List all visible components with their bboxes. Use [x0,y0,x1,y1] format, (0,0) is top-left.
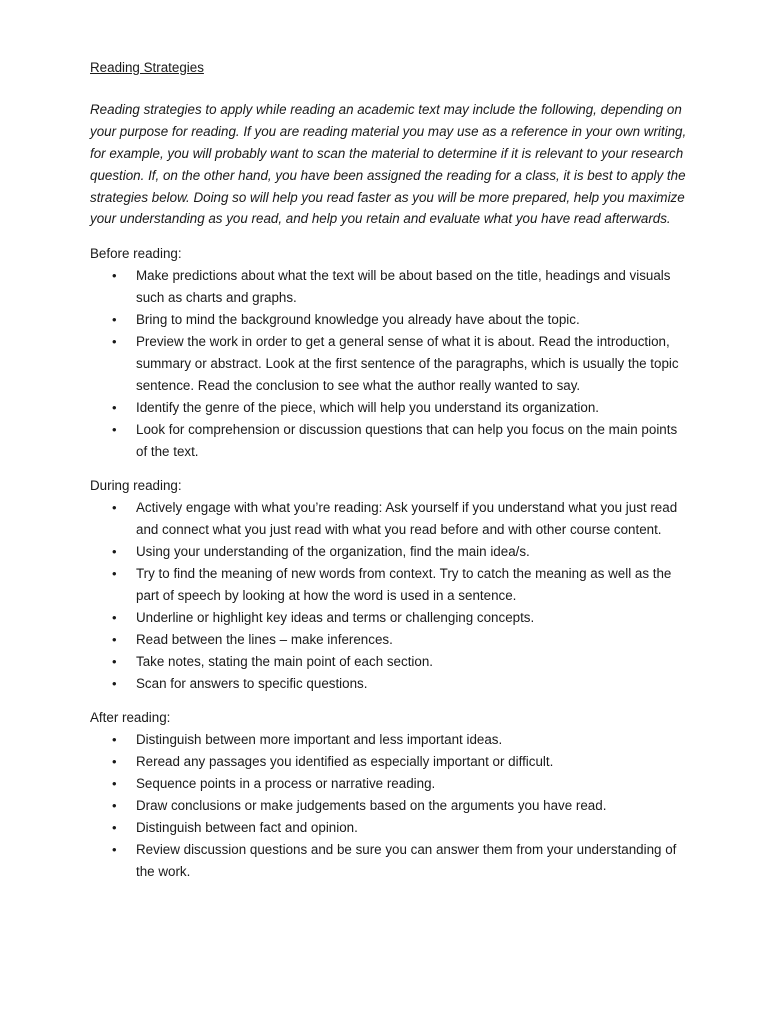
bullet-icon: • [112,421,117,437]
list-item-text: Make predictions about what the text will be about based on the title, headings and visuals such as charts and graphs. [136,268,671,306]
list-item [90,419,690,463]
section [90,243,690,462]
list-item [90,651,690,673]
bullet-icon: • [112,312,117,328]
list-item [90,607,690,629]
bullet-icon: • [112,675,117,691]
list-item [90,773,690,795]
bullet-icon: • [112,268,117,284]
bullet-icon: • [112,653,117,669]
list-item-text: Scan for answers to specific questions. [136,675,368,691]
document-page [90,57,690,883]
list-item-text: Preview the work in order to get a general sense of what it is about. Read the introduction, summary or abstract. Look at the first sentence of the paragraphs, which is usually the topic sentence. Read the conclusion to see what the author really wanted to say. [136,333,679,393]
bullet-icon: • [112,776,117,792]
bullet-icon: • [112,631,117,647]
bullet-list [90,265,690,462]
list-item [90,629,690,651]
list-item-text: Draw conclusions or make judgements based on the arguments you have read. [136,798,607,814]
list-item [90,397,690,419]
list-item-text: Review discussion questions and be sure you can answer them from your understanding of the work. [136,841,677,879]
list-item-text: Read between the lines – make inferences. [136,631,393,647]
bullet-icon: • [112,500,117,516]
bullet-icon: • [112,609,117,625]
list-item-text: Actively engage with what you’re reading: Ask yourself if you understand what you just read and connect what you just read with what you read before and with other course content. [136,500,678,538]
list-item [90,751,690,773]
list-item [90,729,690,751]
list-item [90,839,690,883]
section [90,707,690,882]
list-item [90,541,690,563]
bullet-icon: • [112,566,117,582]
list-item [90,265,690,309]
list-item-text: Distinguish between more important and less important ideas. [136,732,503,748]
section-heading: Before reading: [90,246,182,262]
section-heading: After reading: [90,710,171,726]
intro-paragraph: Reading strategies to apply while reading an academic text may include the following, depending on your purpose for reading. If you are reading material you may use as a reference in your own writing, for example, you will probably want to scan the material to determine if it is relevant to your research question. If, on the other hand, you have been assigned the reading for a class, it is best to apply the strategies below. Doing so will help you read faster as you will be more prepared, help you maximize your understanding as you read, and help you retain and evaluate what you have read afterwards. [90,101,687,227]
list-item [90,795,690,817]
bullet-icon: • [112,399,117,415]
section-heading: During reading: [90,478,182,494]
bullet-icon: • [112,820,117,835]
sections-container [90,243,690,882]
bullet-icon: • [112,841,117,857]
bullet-icon: • [112,333,117,349]
list-item-text: Identify the genre of the piece, which will help you understand its organization. [136,399,600,415]
bullet-icon: • [112,732,117,748]
bullet-list [90,729,690,882]
list-item-text: Reread any passages you identified as especially important or difficult. [136,754,554,770]
bullet-icon: • [112,798,117,814]
bullet-icon: • [112,544,117,560]
section [90,475,690,694]
document-title: Reading Strategies [90,60,204,75]
list-item [90,497,690,541]
list-item-text: Using your understanding of the organization, find the main idea/s. [136,544,530,560]
list-item-text: Distinguish between fact and opinion. [136,820,358,835]
list-item [90,563,690,607]
list-item [90,309,690,331]
list-item-text: Look for comprehension or discussion questions that can help you focus on the main points of the text. [136,421,678,459]
list-item-text: Underline or highlight key ideas and terms or challenging concepts. [136,609,535,625]
bullet-list [90,497,690,694]
list-item [90,331,690,397]
list-item [90,817,690,839]
bullet-icon: • [112,754,117,770]
list-item-text: Sequence points in a process or narrative reading. [136,776,436,792]
list-item [90,673,690,695]
list-item-text: Take notes, stating the main point of each section. [136,653,434,669]
list-item-text: Bring to mind the background knowledge you already have about the topic. [136,312,580,328]
list-item-text: Try to find the meaning of new words from context. Try to catch the meaning as well as the part of speech by looking at how the word is used in a sentence. [136,566,672,603]
